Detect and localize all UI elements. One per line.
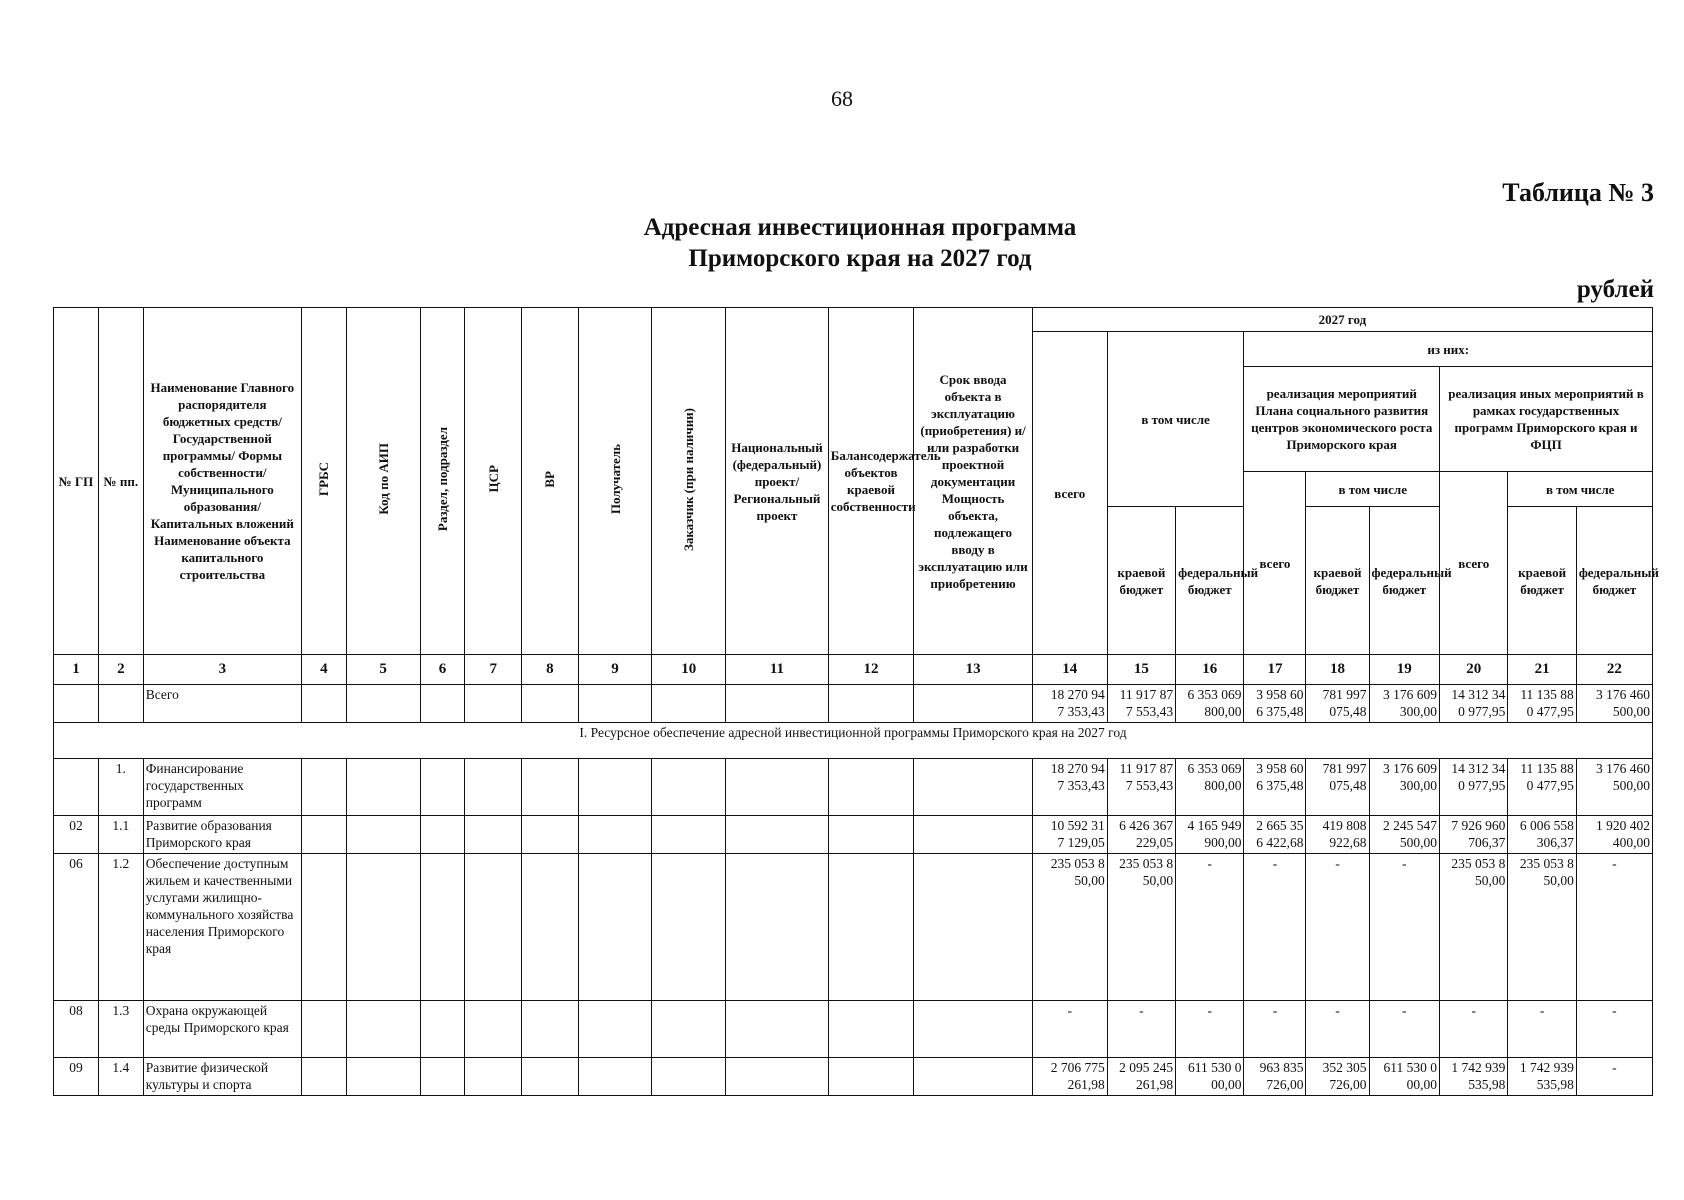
amount-cell: 3 176 609 300,00: [1369, 685, 1440, 723]
gp-cell: 06: [54, 854, 99, 1001]
column-number: 14: [1032, 655, 1107, 685]
header-regional-budget: краевой бюджет: [1107, 507, 1175, 655]
page-number: 68: [831, 86, 853, 111]
header-other-including: в том числе: [1508, 472, 1653, 507]
pp-cell: 1.2: [98, 854, 143, 1001]
pp-cell: 1.4: [98, 1058, 143, 1096]
amount-cell: -: [1576, 1058, 1652, 1096]
amount-cell: 1 920 402 400,00: [1576, 816, 1652, 854]
table-row: [54, 759, 1653, 816]
investment-program-table: [53, 307, 1659, 1096]
header-aip-code-text: Код по АИП: [375, 443, 391, 515]
header-plan-federal-budget: федеральный бюджет: [1369, 507, 1440, 655]
header-customer-text: Заказчик (при наличии): [681, 407, 697, 551]
header-other-total: всего: [1440, 472, 1508, 655]
amount-cell: 235 053 8 50,00: [1032, 854, 1107, 1001]
header-term: Срок ввода объекта в эксплуатацию (приобретения) и/или разработки проектной документации Мощность объекта, подлежащего вводу в эксплуатацию или приобретению: [914, 308, 1033, 655]
name-cell: Охрана окружающей среды Приморского края: [143, 1001, 301, 1058]
column-number: 15: [1107, 655, 1175, 685]
amount-cell: 2 095 245 261,98: [1107, 1058, 1175, 1096]
amount-cell: 6 426 367 229,05: [1107, 816, 1175, 854]
header-other-regional-budget: краевой бюджет: [1508, 507, 1576, 655]
amount-cell: -: [1244, 854, 1306, 1001]
amount-cell: -: [1244, 1001, 1306, 1058]
name-cell: Развитие физической культуры и спорта: [143, 1058, 301, 1096]
pp-cell: 1.1: [98, 816, 143, 854]
column-number: 18: [1306, 655, 1369, 685]
column-number: 3: [143, 655, 301, 685]
amount-cell: -: [1440, 1001, 1508, 1058]
amount-cell: 6 006 558 306,37: [1508, 816, 1576, 854]
gp-cell: 09: [54, 1058, 99, 1096]
column-number: 8: [522, 655, 579, 685]
header-total: всего: [1032, 332, 1107, 655]
document-title: [440, 212, 1280, 274]
amount-cell: 2 665 35 6 422,68: [1244, 816, 1306, 854]
header-of-them: из них:: [1244, 332, 1653, 367]
header-aip-code: [346, 308, 420, 655]
amount-cell: 1 742 939 535,98: [1440, 1058, 1508, 1096]
amount-cell: 1 742 939 535,98: [1508, 1058, 1576, 1096]
amount-cell: 3 958 60 6 375,48: [1244, 685, 1306, 723]
column-number: 2: [98, 655, 143, 685]
amount-cell: -: [1576, 854, 1652, 1001]
amount-cell: 3 958 60 6 375,48: [1244, 759, 1306, 816]
header-csr-text: ЦСР: [485, 465, 501, 493]
amount-cell: 963 835 726,00: [1244, 1058, 1306, 1096]
column-number: 7: [465, 655, 522, 685]
header-plan-regional-budget: краевой бюджет: [1306, 507, 1369, 655]
amount-cell: 10 592 31 7 129,05: [1032, 816, 1107, 854]
name-cell: Обеспечение доступным жильем и качественными услугами жилищно-коммунального хозяйства населения Приморского края: [143, 854, 301, 1001]
amount-cell: 611 530 0 00,00: [1176, 1058, 1244, 1096]
column-number: 16: [1176, 655, 1244, 685]
table-row: [54, 854, 1653, 1001]
amount-cell: 2 706 775 261,98: [1032, 1058, 1107, 1096]
table-row: [54, 816, 1653, 854]
table-row-total: [54, 685, 1653, 723]
column-number: 1: [54, 655, 99, 685]
amount-cell: 6 353 069 800,00: [1176, 759, 1244, 816]
amount-cell: -: [1306, 1001, 1369, 1058]
amount-cell: -: [1107, 1001, 1175, 1058]
header-grbs-text: ГРБС: [316, 461, 332, 497]
amount-cell: 7 926 960 706,37: [1440, 816, 1508, 854]
amount-cell: -: [1369, 1001, 1440, 1058]
column-numbers-row: [54, 655, 1653, 685]
amount-cell: 352 305 726,00: [1306, 1058, 1369, 1096]
amount-cell: -: [1508, 1001, 1576, 1058]
header-recipient: [578, 308, 652, 655]
header-grbs: [301, 308, 346, 655]
header-including: в том числе: [1107, 332, 1244, 507]
amount-cell: 781 997 075,48: [1306, 759, 1369, 816]
amount-cell: 3 176 609 300,00: [1369, 759, 1440, 816]
amount-cell: 781 997 075,48: [1306, 685, 1369, 723]
header-section-text: Раздел, подраздел: [434, 426, 450, 532]
header-vr-text: ВР: [542, 470, 558, 488]
table-row: [54, 1058, 1653, 1096]
amount-cell: -: [1176, 1001, 1244, 1058]
header-customer: [652, 308, 726, 655]
header-vr: [522, 308, 579, 655]
header-gp-number: № ГП: [54, 308, 99, 655]
amount-cell: 11 135 88 0 477,95: [1508, 685, 1576, 723]
amount-cell: 611 530 0 00,00: [1369, 1058, 1440, 1096]
amount-cell: 3 176 460 500,00: [1576, 759, 1652, 816]
pp-cell: 1.3: [98, 1001, 143, 1058]
column-number: 20: [1440, 655, 1508, 685]
header-section: [420, 308, 465, 655]
amount-cell: 11 917 87 7 553,43: [1107, 759, 1175, 816]
name-cell: Развитие образования Приморского края: [143, 816, 301, 854]
amount-cell: 4 165 949 900,00: [1176, 816, 1244, 854]
title-line-2: Приморского края на 2027 год: [688, 245, 1032, 272]
column-number: 9: [578, 655, 652, 685]
amount-cell: 11 135 88 0 477,95: [1508, 759, 1576, 816]
header-federal-budget: федеральный бюджет: [1176, 507, 1244, 655]
amount-cell: 235 053 8 50,00: [1107, 854, 1175, 1001]
header-other-federal-budget: федеральный бюджет: [1576, 507, 1652, 655]
amount-cell: 419 808 922,68: [1306, 816, 1369, 854]
amount-cell: -: [1369, 854, 1440, 1001]
gp-cell: 08: [54, 1001, 99, 1058]
column-number: 6: [420, 655, 465, 685]
gp-cell: 02: [54, 816, 99, 854]
column-number: 22: [1576, 655, 1652, 685]
gp-cell: [54, 759, 99, 816]
amount-cell: 18 270 94 7 353,43: [1032, 685, 1107, 723]
amount-cell: -: [1576, 1001, 1652, 1058]
column-number: 11: [726, 655, 829, 685]
table-row: [54, 1001, 1653, 1058]
amount-cell: 3 176 460 500,00: [1576, 685, 1652, 723]
header-pp-number: № пп.: [98, 308, 143, 655]
amount-cell: 235 053 8 50,00: [1440, 854, 1508, 1001]
column-number: 17: [1244, 655, 1306, 685]
amount-cell: 14 312 34 0 977,95: [1440, 759, 1508, 816]
column-number: 12: [828, 655, 914, 685]
amount-cell: 235 053 8 50,00: [1508, 854, 1576, 1001]
amount-cell: 2 245 547 500,00: [1369, 816, 1440, 854]
column-number: 21: [1508, 655, 1576, 685]
header-name: Наименование Главного распорядителя бюджетных средств/Государственной программы/ Формы собственности/Муниципального образования/Капитальных вложений Наименование объекта капитального строительства: [143, 308, 301, 655]
amount-cell: -: [1032, 1001, 1107, 1058]
total-label: Всего: [143, 685, 301, 723]
header-year: 2027 год: [1032, 308, 1652, 332]
table-label: Таблица № 3: [1502, 178, 1654, 207]
amount-cell: 6 353 069 800,00: [1176, 685, 1244, 723]
header-recipient-text: Получатель: [607, 443, 623, 515]
column-number: 5: [346, 655, 420, 685]
amount-cell: -: [1176, 854, 1244, 1001]
units-label: рублей: [1576, 276, 1654, 303]
name-cell: Финансирование государственных программ: [143, 759, 301, 816]
amount-cell: 11 917 87 7 553,43: [1107, 685, 1175, 723]
section-title: I. Ресурсное обеспечение адресной инвестиционной программы Приморского края на 2027 год: [54, 723, 1653, 759]
column-number: 4: [301, 655, 346, 685]
amount-cell: -: [1306, 854, 1369, 1001]
title-line-1: Адресная инвестиционная программа: [643, 214, 1077, 241]
header-other-measures: реализация иных мероприятий в рамках государственных программ Приморского края и ФЦП: [1440, 367, 1653, 472]
pp-cell: 1.: [98, 759, 143, 816]
column-number: 19: [1369, 655, 1440, 685]
section-row: [54, 723, 1653, 759]
header-balance-holder: Балансодержатель объектов краевой собственности: [828, 308, 914, 655]
header-plan-including: в том числе: [1306, 472, 1440, 507]
header-plan-social: реализация мероприятий Плана социального развития центров экономического роста Приморского края: [1244, 367, 1440, 472]
column-number: 10: [652, 655, 726, 685]
header-national-project: Национальный (федеральный) проект/ Региональный проект: [726, 308, 829, 655]
amount-cell: 18 270 94 7 353,43: [1032, 759, 1107, 816]
header-plan-total: всего: [1244, 472, 1306, 655]
header-csr: [465, 308, 522, 655]
column-number: 13: [914, 655, 1033, 685]
amount-cell: 14 312 34 0 977,95: [1440, 685, 1508, 723]
